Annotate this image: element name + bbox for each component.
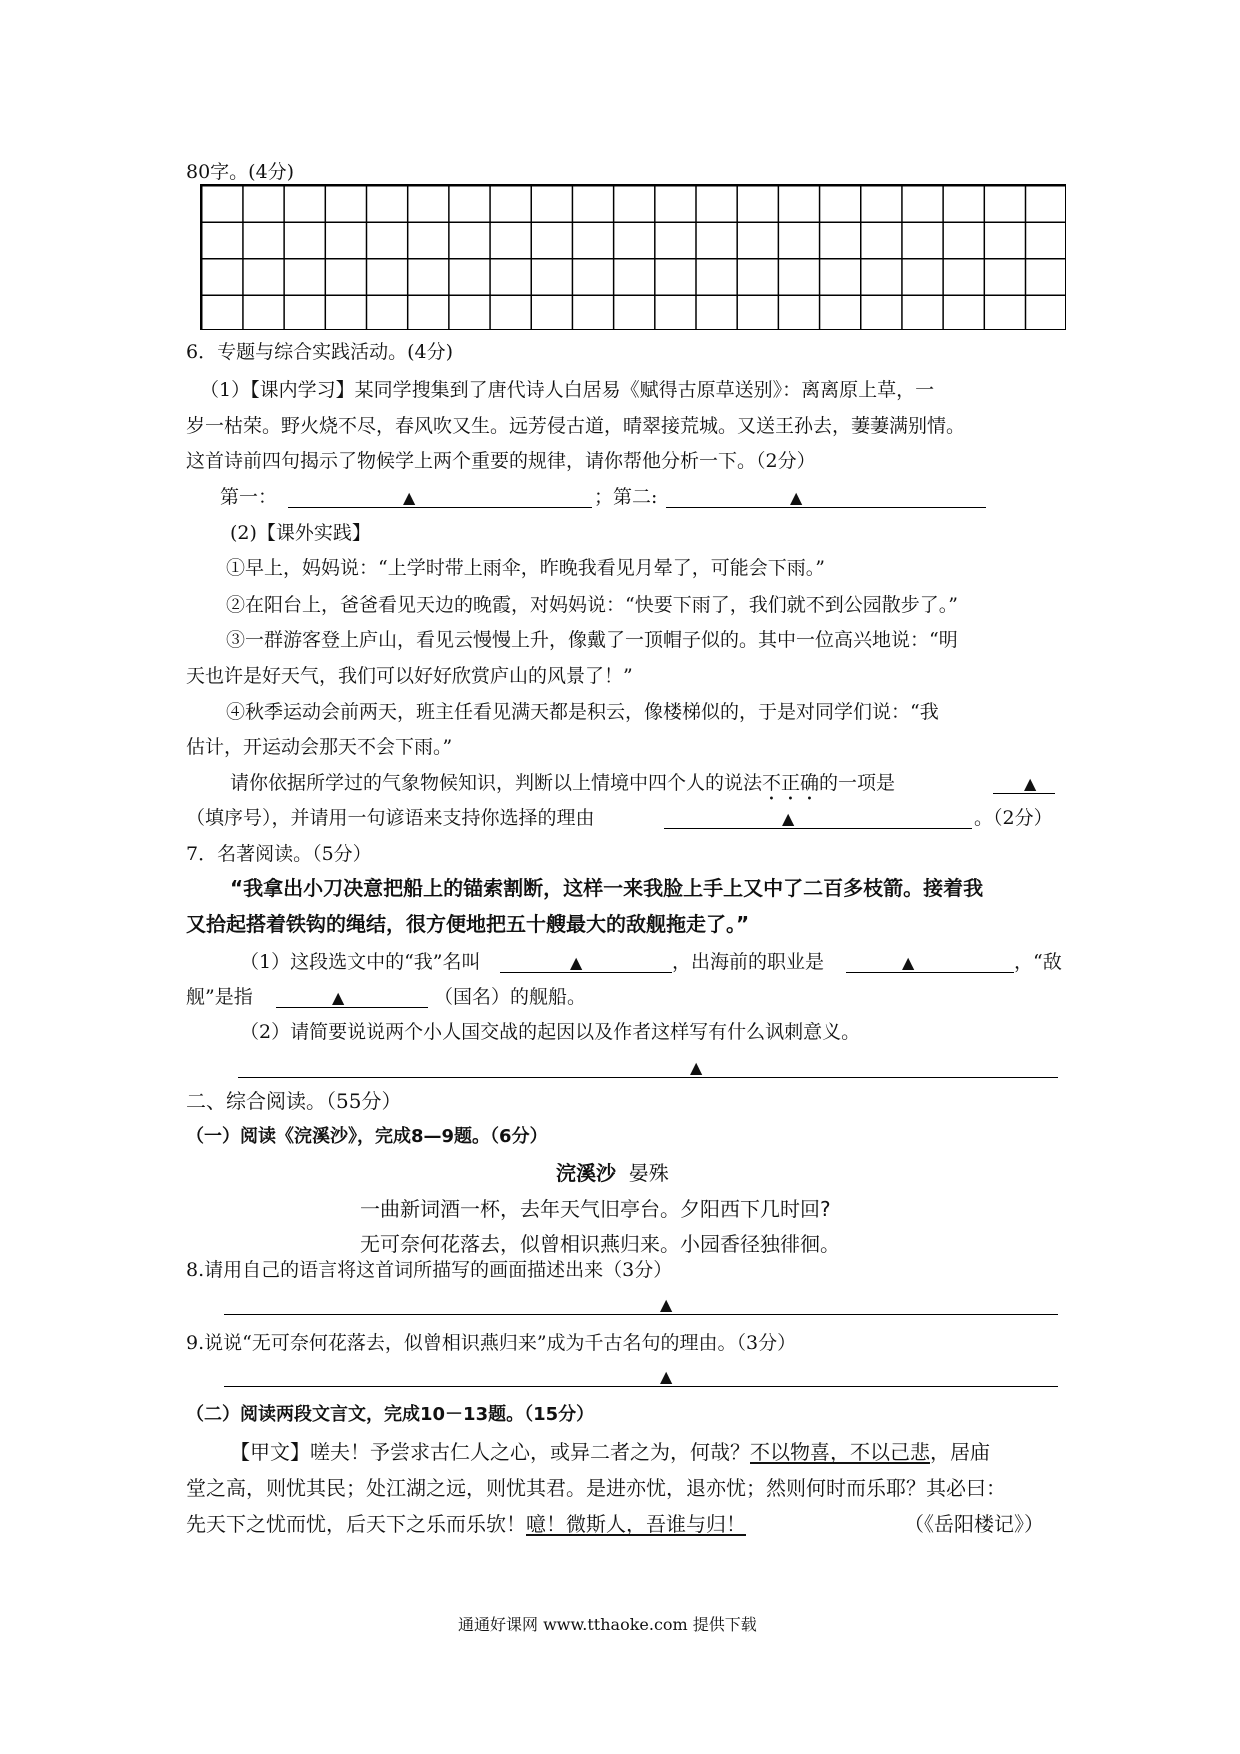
answer-marker: ▲ bbox=[660, 1367, 673, 1386]
answer-line-second[interactable] bbox=[666, 507, 986, 508]
q7-sub1-d: 舰”是指 bbox=[186, 986, 253, 1008]
answer-line-name[interactable] bbox=[500, 972, 672, 973]
first-label: 第一： bbox=[220, 486, 278, 508]
q6-ask-line1: 请你依据所学过的气象物候知识，判断以上情境中四个人的说法不正确的一项是 bbox=[230, 772, 896, 794]
jia-line1: 【甲文】嗟夫！予尝求古仁人之心，或异二者之为，何哉？不以物喜，不以己悲，居庙 bbox=[230, 1440, 990, 1464]
jia-line3: 先天下之忧而忧，后天下之乐而乐欤！噫！微斯人，吾谁与归！ bbox=[186, 1512, 746, 1536]
answer-line-first[interactable] bbox=[288, 507, 592, 508]
q6-ask-line2a: （填序号），并请用一句谚语来支持你选择的理由 bbox=[186, 807, 595, 829]
part2-title: （二）阅读两段文言文，完成10－13题。（15分） bbox=[186, 1404, 595, 1425]
situation-3-line1: ③一群游客登上庐山，看见云慢慢上升，像戴了一顶帽子似的。其中一位高兴地说：“明 bbox=[226, 629, 958, 651]
answer-line-country[interactable] bbox=[276, 1007, 428, 1008]
answer-marker: ▲ bbox=[403, 488, 416, 507]
q6-title: 6．专题与综合实践活动。(4分) bbox=[186, 341, 454, 363]
q8: 8.请用自己的语言将这首词所描写的画面描述出来（3分） bbox=[186, 1259, 673, 1281]
jia-source: （《岳阳楼记》） bbox=[904, 1512, 1044, 1536]
part1-title: （一）阅读《浣溪沙》，完成8—9题。（6分） bbox=[186, 1126, 548, 1147]
answer-line-proverb[interactable] bbox=[664, 828, 972, 829]
word-limit-note: 80字。(4分) bbox=[186, 161, 295, 183]
answer-marker: ▲ bbox=[1024, 774, 1037, 793]
q6-p1-line2: 岁一枯荣。野火烧不尽，春风吹又生。远芳侵古道，晴翠接荒城。又送王孙去，萋萋满别情。 bbox=[186, 415, 966, 437]
answer-line-q7-2[interactable] bbox=[238, 1077, 1058, 1078]
situation-4-line2: 估计，开运动会那天不会下雨。” bbox=[186, 736, 453, 758]
q7-sub1-a: （1）这段选文中的“我”名叫 bbox=[240, 951, 481, 973]
section2-title: 二、综合阅读。（55分） bbox=[186, 1089, 402, 1113]
q7-sub1-e: （国名）的舰船。 bbox=[434, 986, 587, 1008]
jia-line2: 堂之高，则忧其民；处江湖之远，则忧其君。是进亦忧，退亦忧；然则何时而乐耶？其必曰： bbox=[186, 1476, 1006, 1500]
q7-title: 7．名著阅读。（5分） bbox=[186, 843, 372, 865]
q9: 9.说说“无可奈何花落去，似曾相识燕归来”成为千古名句的理由。（3分） bbox=[186, 1332, 797, 1354]
answer-marker: ▲ bbox=[570, 953, 583, 972]
poem-title: 浣溪沙 晏殊 bbox=[556, 1161, 669, 1185]
answer-marker: ▲ bbox=[902, 953, 915, 972]
q7-sub1-b: ，出海前的职业是 bbox=[672, 951, 825, 973]
q7-quote-line1: “我拿出小刀决意把船上的锚索割断，这样一来我脸上手上又中了二百多枝箭。接着我 bbox=[230, 876, 984, 900]
footer-credit: 通通好课网 www.tthaoke.com 提供下载 bbox=[458, 1615, 757, 1634]
answer-marker: ▲ bbox=[690, 1058, 703, 1077]
q7-sub1-c: ，“敌 bbox=[1014, 951, 1062, 973]
underlined-phrase: 不以物喜，不以己悲 bbox=[750, 1440, 930, 1464]
q6-p1-line1: （1）【课内学习】某同学搜集到了唐代诗人白居易《赋得古原草送别》：离离原上草，一 bbox=[200, 379, 935, 401]
poem-line2: 无可奈何花落去，似曾相识燕归来。小园香径独徘徊。 bbox=[360, 1232, 840, 1256]
situation-2: ②在阳台上，爸爸看见天边的晚霞，对妈妈说：“快要下雨了，我们就不到公园散步了。” bbox=[226, 594, 958, 616]
situation-1: ①早上，妈妈说：“上学时带上雨伞，昨晚我看见月晕了，可能会下雨。” bbox=[226, 557, 825, 579]
second-label: ；第二: bbox=[594, 486, 658, 508]
q6-ask-line2b: 。（2分） bbox=[974, 807, 1053, 829]
answer-marker: ▲ bbox=[660, 1295, 673, 1314]
answer-line-choice[interactable] bbox=[993, 793, 1055, 794]
situation-3-line2: 天也许是好天气，我们可以好好欣赏庐山的风景了！” bbox=[186, 665, 633, 687]
q6-p2-title: (2)【课外实践】 bbox=[230, 522, 371, 544]
poem-line1: 一曲新词酒一杯，去年天气旧亭台。夕阳西下几时回? bbox=[360, 1197, 831, 1221]
q6-p1-line3: 这首诗前四句揭示了物候学上两个重要的规律，请你帮他分析一下。（2分） bbox=[186, 450, 816, 472]
answer-line-job[interactable] bbox=[846, 972, 1014, 973]
emphasis-text: 不正确 bbox=[762, 772, 820, 794]
q7-quote-line2: 又拾起搭着铁钩的绳结，很方便地把五十艘最大的敌舰拖走了。” bbox=[186, 912, 750, 936]
situation-4-line1: ④秋季运动会前两天，班主任看见满天都是积云，像楼梯似的，于是对同学们说：“我 bbox=[226, 701, 939, 723]
answer-marker: ▲ bbox=[332, 988, 345, 1007]
answer-marker: ▲ bbox=[790, 488, 803, 507]
underlined-phrase: 噫！微斯人，吾谁与归！ bbox=[526, 1512, 746, 1536]
answer-line-q8[interactable] bbox=[224, 1314, 1058, 1315]
answer-line-q9[interactable] bbox=[224, 1386, 1058, 1387]
writing-grid[interactable] bbox=[200, 184, 1066, 330]
answer-marker: ▲ bbox=[782, 809, 795, 828]
q7-sub2: （2）请简要说说两个小人国交战的起因以及作者这样写有什么讽刺意义。 bbox=[240, 1021, 861, 1043]
